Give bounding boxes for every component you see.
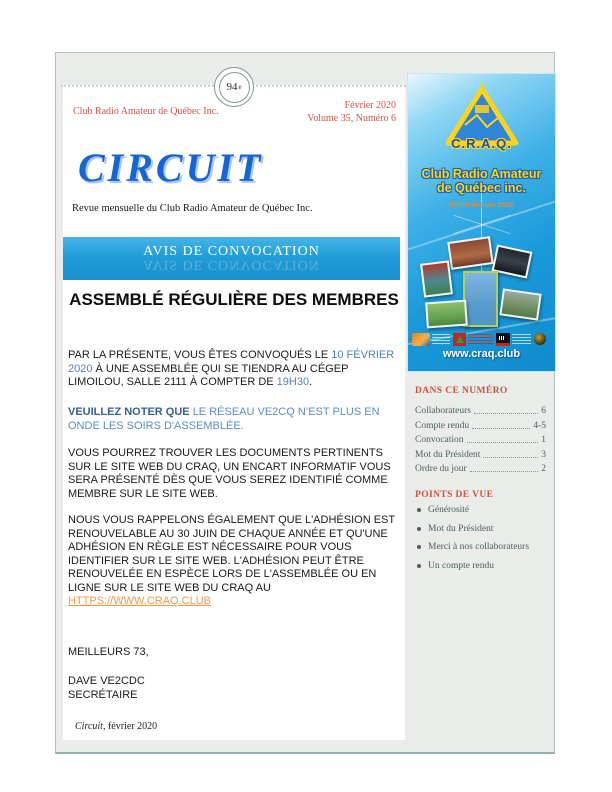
article-heading: ASSEMBLÉ RÉGULIÈRE DES MEMBRES — [69, 290, 399, 309]
partner-logo-4 — [534, 333, 546, 345]
signature-name: DAVE VE2CDC — [68, 675, 145, 687]
toc-leader-dots — [483, 457, 538, 458]
paragraph-convocation — [68, 349, 402, 390]
toc-list — [415, 402, 546, 475]
poster-website: www.craq.club — [442, 348, 521, 360]
toc-row — [415, 402, 546, 416]
craq-acronym: C.R.A.Q. — [451, 136, 512, 151]
poster-photo-1 — [447, 236, 493, 270]
signature-block — [68, 675, 402, 702]
edition-number: 94 — [226, 81, 238, 93]
toc-page: 3 — [541, 449, 546, 460]
partner-logo-caption — [512, 334, 531, 344]
page-footer — [75, 721, 157, 732]
issue-date: Février 2020 — [344, 100, 396, 111]
toc-row — [415, 446, 546, 460]
partner-logo-1 — [412, 333, 430, 346]
closing-line: MEILLEURS 73, — [68, 646, 149, 658]
toc-row — [415, 460, 546, 474]
partner-logo-2-triangle — [456, 336, 464, 343]
toc-page: 4-5 — [533, 420, 546, 431]
issue-volume: Volume 35, Numéro 6 — [307, 113, 396, 124]
toc-row — [415, 417, 546, 431]
toc-title: DANS CE NUMÉRO — [415, 386, 508, 396]
list-item — [415, 561, 546, 571]
toc-label: Convocation — [415, 435, 464, 445]
partner-logo-2 — [453, 333, 466, 346]
footer-date: février 2020 — [105, 721, 158, 732]
partner-logo-3 — [496, 333, 510, 346]
toc-page: 1 — [541, 435, 546, 445]
p1-date: 10 FÉVRIER 2020 — [68, 349, 395, 375]
poster-photo-tower — [463, 271, 498, 327]
list-item — [415, 505, 546, 515]
issue-info — [246, 99, 396, 125]
footer-title: Circuit, — [75, 721, 106, 732]
edition-badge — [214, 67, 254, 107]
toc-leader-dots — [472, 428, 530, 429]
point-label: Merci à nos collaborateurs — [428, 542, 530, 552]
edition-suffix: e — [238, 83, 242, 91]
toc-label: Mot du Président — [415, 449, 481, 460]
newsletter-subtitle: Revue mensuelle du Club Radio Amateur de Québec Inc. — [72, 203, 313, 214]
note-lead: VEUILLEZ NOTER QUE — [68, 406, 193, 418]
banner-label: AVIS DE CONVOCATION — [143, 244, 320, 259]
newsletter-title: CIRCUIT — [78, 145, 264, 190]
club-name: Club Radio Amateur de Québec Inc. — [73, 106, 219, 117]
paragraph-documents: VOUS POURREZ TROUVER LES DOCUMENTS PERTINENTS SUR LE SITE WEB DU CRAQ, UN ENCART INFORMATIF VOUS SERA PRÉSENTÉ DÈS QUE VOUS SEREZ IDENTIFIÉ COMME MEMBRE SUR LE SITE WEB. — [68, 447, 391, 500]
edition-badge-inner — [219, 72, 250, 103]
poster-photo-5 — [425, 300, 468, 329]
partner-logo-3-wave — [498, 336, 508, 340]
toc-label: Compte rendu — [415, 420, 470, 431]
p4-text: NOUS VOUS RAPPELONS ÉGALEMENT QUE L'ADHÉSION EST RENOUVELABLE AU 30 JUIN DE CHAQUE ANNÉE ET QU'UNE ADHÉSION EN RÈGLE EST NÉCESSAIRE POUR VOUS IDENTIFIER SUR LE SITE WEB. L'ADHÉSION PEUT ÊTRE RENOUVELÉE EN ESPÈCE LORS DE L'ASSEMBLÉE OU EN LIGNE SUR LE SITE WEB DU CRAQ AU — [68, 514, 395, 594]
p1-text: PAR LA PRÉSENTE, VOUS ÊTES CONVOQUÉS LE — [68, 349, 332, 361]
p1-time: 19H30 — [276, 376, 310, 388]
bullet-icon — [417, 508, 421, 512]
poster-org-line1: Club Radio Amateur — [421, 167, 542, 181]
list-item — [415, 524, 546, 534]
toc-leader-dots — [470, 471, 539, 472]
craq-website-link[interactable]: HTTPS://WWW.CRAQ.CLUB — [68, 595, 211, 607]
section-banner — [63, 237, 400, 280]
club-poster-image — [407, 73, 556, 372]
poster-org-line2: de Québec inc. — [437, 181, 526, 195]
signature-role: SECRÉTAIRE — [68, 688, 138, 701]
p1-text2: À UNE ASSEMBLÉE QUI SE TIENDRA AU CÉGEP LIMOILOU, SALLE 2111 À COMPTER DE — [68, 362, 349, 388]
p1-period: . — [309, 376, 313, 388]
paragraph-adhesion — [68, 514, 402, 609]
point-label: Un compte rendu — [428, 560, 494, 571]
toc-label: Ordre du jour — [415, 464, 467, 474]
toc-page: 2 — [541, 464, 546, 474]
toc-leader-dots — [474, 413, 538, 414]
poster-established: Établi depuis 1926 — [448, 200, 515, 209]
partner-logo-caption — [432, 334, 450, 344]
toc-page: 6 — [541, 406, 546, 416]
partner-logo-caption — [468, 334, 493, 344]
toc-row — [415, 431, 546, 445]
triangle-apex-number: 2 — [479, 82, 484, 91]
point-label: Mot du Président — [428, 523, 494, 534]
list-item — [415, 542, 546, 552]
bullet-icon — [417, 564, 421, 568]
bullet-icon — [417, 527, 421, 531]
point-label: Générosité — [428, 505, 470, 515]
poster-photo-6 — [499, 288, 541, 320]
banner-reflection: AVIS DE CONVOCATION — [143, 257, 320, 272]
toc-label: Collaborateurs — [415, 406, 471, 416]
paragraph-note — [68, 406, 402, 433]
note-rest: LE RÉSEAU VE2CQ N’EST PLUS EN ONDE LES SOIRS D'ASSEMBLÉE. — [68, 406, 380, 432]
toc-leader-dots — [467, 442, 539, 443]
points-title: POINTS DE VUE — [415, 490, 494, 500]
bullet-icon — [417, 545, 421, 549]
points-list — [415, 505, 546, 579]
poster-photo-3 — [420, 260, 453, 297]
